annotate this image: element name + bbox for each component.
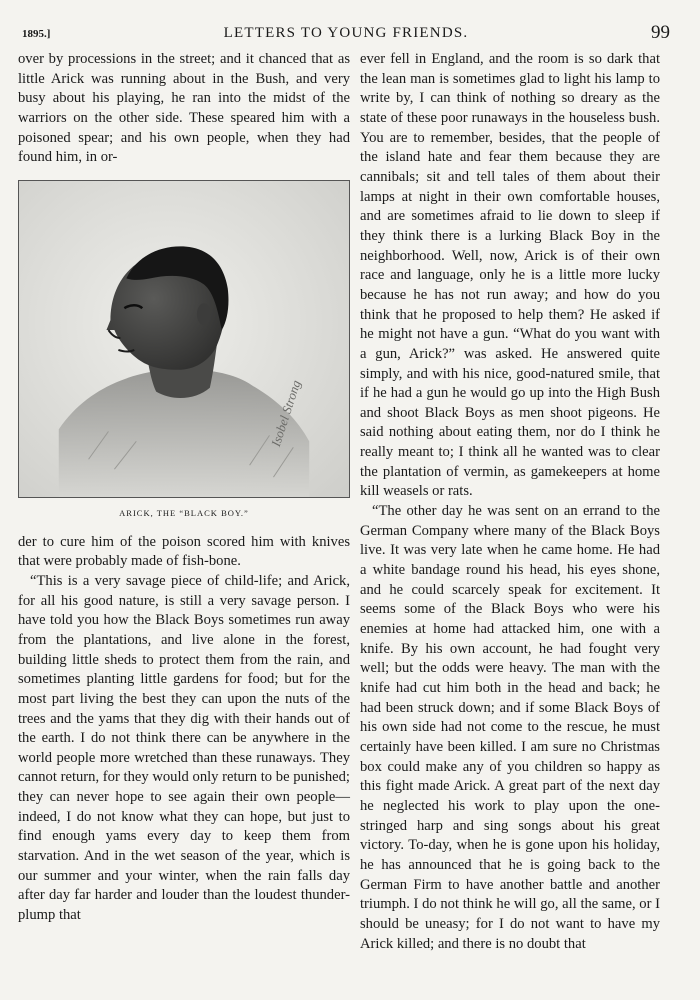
figure-caption: ARICK, THE “BLACK BOY.” bbox=[119, 507, 249, 518]
page-number: 99 bbox=[651, 22, 670, 43]
svg-text:Isobel Strong: Isobel Strong bbox=[268, 378, 304, 449]
paragraph-savage: “This is a very savage piece of child-life; and Arick, for all his good nature, is still a very savage person. I have told you how the Black Boys sometimes run away from the plantations, and live alone in the forest, building little sheds to protect them from the rain, and sometimes planting little gardens for food; but for the most part living the best they can upon the nuts of the trees and the yams that they dig with their hands out of the earth. I do not think there can be anywhere in the world people more wretched than these runaways. They cannot return, for they would only return to be punished; they can never hope to see again their own people—indeed, I do not know what they can hope, but just to find enough yams every day to keep them from starvation. And in the wet season of the year, which is our summer and your winter, when the rain falls day after day far harder and louder than the loudest thunder-plump that bbox=[18, 572, 350, 924]
portrait-image bbox=[18, 180, 350, 498]
running-header bbox=[22, 22, 670, 48]
paragraph-top: over by processions in the street; and it chanced that as little Arick was running about in the Bush, and very busy about his playing, he ran into the midst of the warriors on the other side. These speared him with a poisoned spear; and his own people, when they had found him, in or- bbox=[18, 51, 350, 166]
header-year: 1895.] bbox=[22, 28, 51, 40]
portrait-figure bbox=[18, 180, 350, 524]
paragraph-after-figure: der to cure him of the poison scored him with knives that were probably made of fish-bone. bbox=[18, 533, 350, 570]
paragraph-continued: ever fell in England, and the room is so dark that the lean man is sometimes glad to light his lamp to write by, I can think of nothing so dreary as the state of these poor runaways in the houseless bush. You are to remember, besides, that the people of the island hate and fear them because they are cannibals; sit and tell tales of them about their lamps at night in their own comfortable houses, and are sometimes afraid to lie down to sleep if they think there is a lurking Black Boy in the neighborhood. Well, now, Arick is of their own race and language, only he is a little more lucky because he has not run away; and how do you think that he proposed to help them? He asked if he might not have a gun. “What do you want with a gun, Arick?” was asked. He answered quite simply, and with his nice, good-natured smile, that if he had a gun he would go up into the High Bush and shoot Black Boys as men shoot pigeons. He said nothing about eating them, nor do I think he really meant to; I think all he wanted was to clear the plantation of vermin, as gamekeepers at home kill weasels or rats. bbox=[360, 51, 660, 500]
paragraph-errand: “The other day he was sent on an errand to the German Company where many of the Black Boys live. It was very late when he came home. He had a white bandage round his head, his eyes shone, and he could scarcely speak for excitement. It seems some of the Black Boys who were his enemies at home had attacked him, one with a knife. By his own account, he had fought very well; but the odds were heavy. The man with the knife had cut him both in the head and back; he had been struck down; and if some Black Boys of his own side had not come to the rescue, he must certainly have been killed. I am sure no Christmas box could make any of you children so happy as this fight made Arick. A great part of the next day he neglected his work to play upon the one-stringed harp and sing songs about his great victory. To-day, when he is gone upon his holiday, he has announced that he is going back to the German Firm to have another battle and another triumph. I do not think he will go, all the same, or I should be uneasy; for I do not want to have my Arick killed; and there is no doubt that bbox=[360, 503, 660, 952]
left-column bbox=[18, 50, 350, 926]
right-column bbox=[360, 50, 660, 954]
portrait-illustration bbox=[19, 181, 349, 497]
header-title: LETTERS TO YOUNG FRIENDS. bbox=[223, 25, 469, 41]
